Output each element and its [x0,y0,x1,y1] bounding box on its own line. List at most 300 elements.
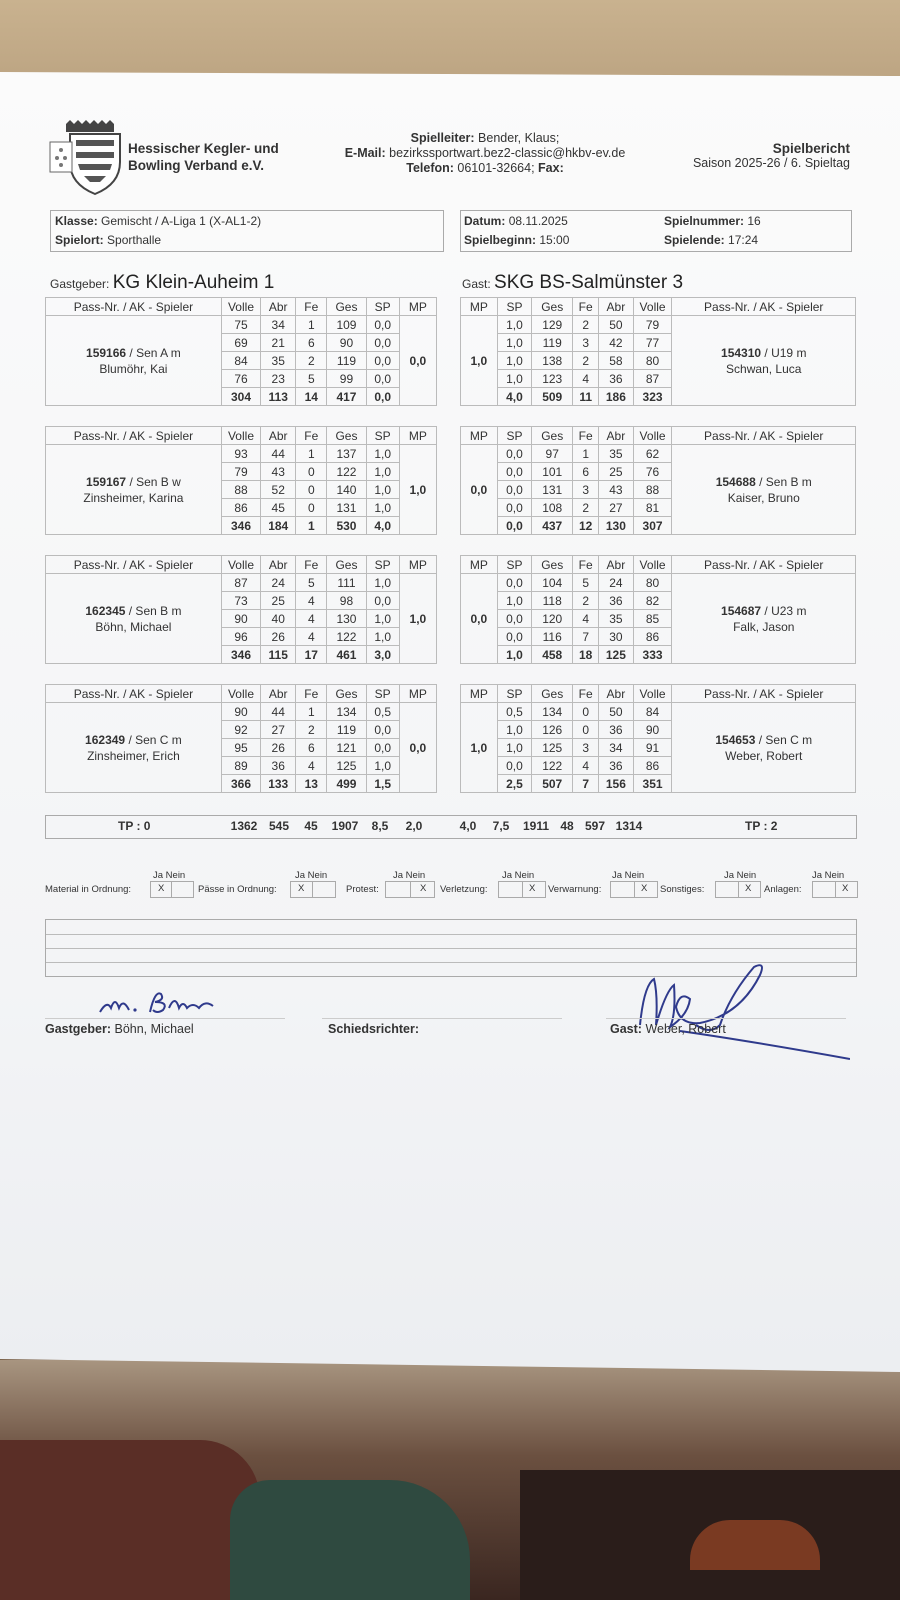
score-ges: 120 [532,610,573,628]
score-abr: 27 [599,499,634,517]
header-fe: Fe [573,427,599,445]
score-volle: 90 [221,703,260,721]
home-player-table [45,426,437,535]
pass-number: 162349 [85,732,126,747]
home-signature [95,982,235,1022]
score-sp: 0,0 [366,721,399,739]
pass-number: 154310 [721,345,762,360]
checkbox-protest[interactable] [385,881,435,898]
score-fe: 0 [573,703,599,721]
score-sp: 1,0 [497,721,532,739]
check-mark: X [529,883,536,894]
score-fe: 0 [296,463,327,481]
score-fe: 3 [573,739,599,757]
header-abr: Abr [261,427,296,445]
age-class: / U19 m [764,345,807,360]
score-fe: 4 [573,370,599,388]
away-total-fe: 48 [560,819,574,833]
score-fe: 4 [573,757,599,775]
score-abr: 27 [261,721,296,739]
header-player: Pass-Nr. / AK - Spieler [672,685,856,703]
age-class: / Sen A m [129,345,181,360]
checkbox-passes[interactable] [290,881,336,898]
player-name: Kaiser, Bruno [727,490,800,505]
check-label-material: Material in Ordnung: [45,884,132,895]
score-sp: 0,0 [497,610,532,628]
checkbox-verwarnung[interactable] [610,881,658,898]
score-abr: 35 [599,610,634,628]
total-ges: 499 [327,775,366,793]
match-points: 1,0 [461,703,498,793]
score-abr: 40 [261,610,296,628]
header-player: Pass-Nr. / AK - Spieler [46,556,222,574]
player-name: Zinsheimer, Erich [87,748,180,763]
header-player: Pass-Nr. / AK - Spieler [672,427,856,445]
score-ges: 109 [327,316,366,334]
away-sign-role: Gast: [610,1022,642,1036]
score-sp: 1,0 [497,592,532,610]
player-name: Zinsheimer, Karina [83,490,184,505]
score-ges: 118 [532,592,573,610]
score-ges: 131 [532,481,573,499]
score-fe: 0 [296,499,327,517]
player-name: Böhn, Michael [95,619,172,634]
score-sp: 0,0 [366,316,399,334]
check-label-passes: Pässe in Ordnung: [198,884,277,895]
header-volle: Volle [633,427,672,445]
total-abr: 133 [261,775,296,793]
total-sp: 3,0 [366,646,399,664]
score-volle: 69 [221,334,260,352]
header-fe: Fe [296,556,327,574]
checkbox-anlagen[interactable] [812,881,858,898]
player-name: Falk, Jason [733,619,795,634]
score-fe: 1 [296,316,327,334]
score-fe: 4 [573,610,599,628]
match-info-left [50,210,444,252]
player-id [46,345,221,361]
away-signature-label [610,1022,726,1036]
score-volle: 79 [221,463,260,481]
away-total-abr: 597 [584,819,606,833]
pass-number: 154687 [721,603,762,618]
score-sp: 0,0 [497,757,532,775]
checkbox-sonstiges[interactable] [715,881,761,898]
player-cell [46,445,222,535]
score-sp: 0,0 [497,445,532,463]
home-player-table [45,684,437,793]
header-mp: MP [399,427,436,445]
score-fe: 4 [296,628,327,646]
away-total-mp: 4,0 [459,819,477,833]
score-sp: 0,0 [497,574,532,592]
score-fe: 0 [573,721,599,739]
home-signature-label [45,1022,194,1036]
score-volle: 86 [221,499,260,517]
header-abr: Abr [261,298,296,316]
score-abr: 23 [261,370,296,388]
check-label-verwarnung: Verwarnung: [548,884,602,895]
score-abr: 35 [261,352,296,370]
header-mp: MP [461,685,498,703]
score-abr: 25 [599,463,634,481]
header-abr: Abr [599,685,634,703]
header-volle: Volle [221,556,260,574]
score-sp: 0,0 [497,463,532,481]
background-object [230,1480,470,1600]
player-id [46,603,221,619]
header-fe: Fe [573,685,599,703]
check-label-protest: Protest: [346,884,379,895]
header-mp: MP [461,556,498,574]
total-volle: 333 [633,646,672,664]
player-cell [672,703,856,793]
score-abr: 45 [261,499,296,517]
player-name: Blumöhr, Kai [99,361,168,376]
match-points: 0,0 [399,703,436,793]
header-ges: Ges [532,685,573,703]
check-mark: X [842,883,849,894]
score-abr: 44 [261,703,296,721]
score-volle: 85 [633,610,672,628]
home-team [50,272,274,294]
score-sp: 1,0 [497,352,532,370]
home-total-sp: 8,5 [371,819,389,833]
header-ges: Ges [532,556,573,574]
score-ges: 90 [327,334,366,352]
score-sp: 1,0 [497,334,532,352]
score-fe: 2 [573,592,599,610]
score-fe: 5 [296,370,327,388]
score-ges: 122 [327,628,366,646]
totals-row [45,815,857,839]
header-sp: SP [366,685,399,703]
header-sp: SP [366,298,399,316]
total-fe: 13 [296,775,327,793]
header-player: Pass-Nr. / AK - Spieler [46,427,222,445]
total-ges: 509 [532,388,573,406]
player-id [46,732,221,748]
header-volle: Volle [221,427,260,445]
header-ges: Ges [532,427,573,445]
score-abr: 35 [599,445,634,463]
beginn-value: 15:00 [539,233,570,247]
score-sp: 0,0 [366,592,399,610]
score-ges: 119 [532,334,573,352]
player-cell [46,316,222,406]
score-sp: 1,0 [497,316,532,334]
phone-value: 06101-32664; [457,161,535,175]
header-sp: SP [366,556,399,574]
score-abr: 34 [261,316,296,334]
organization-line1: Hessischer Kegler- und [128,141,279,156]
leader-label: Spielleiter: [410,131,475,145]
total-sp: 0,0 [497,517,532,535]
header-sp: SP [497,298,532,316]
ende-label: Spielende: [664,233,725,247]
home-player-table [45,297,437,406]
beginn-label: Spielbeginn: [464,233,536,247]
home-total-volle: 1362 [230,819,258,833]
score-ges: 129 [532,316,573,334]
away-sign-name: Weber, Robert [645,1022,726,1036]
score-ges: 104 [532,574,573,592]
home-total-mp: 2,0 [405,819,423,833]
total-fe: 17 [296,646,327,664]
score-ges: 98 [327,592,366,610]
total-volle: 366 [221,775,260,793]
score-sp: 0,0 [497,499,532,517]
score-sp: 1,0 [497,370,532,388]
score-volle: 92 [221,721,260,739]
total-fe: 11 [573,388,599,406]
home-total-fe: 45 [304,819,318,833]
total-fe: 14 [296,388,327,406]
checkbox-verletzung[interactable] [498,881,546,898]
player-cell [672,574,856,664]
phone-label: Telefon: [406,161,454,175]
score-volle: 84 [633,703,672,721]
referee-signature-label [328,1022,419,1036]
total-abr: 115 [261,646,296,664]
spielort-value: Sporthalle [107,233,162,247]
score-abr: 24 [599,574,634,592]
score-sp: 1,0 [366,628,399,646]
total-ges: 417 [327,388,366,406]
total-ges: 458 [532,646,573,664]
score-ges: 131 [327,499,366,517]
header-fe: Fe [296,427,327,445]
score-abr: 50 [599,703,634,721]
score-ges: 122 [532,757,573,775]
score-volle: 75 [221,316,260,334]
score-abr: 42 [599,334,634,352]
player-id [672,474,855,490]
score-ges: 123 [532,370,573,388]
signature-line [322,1018,562,1019]
score-fe: 6 [296,334,327,352]
header-volle: Volle [633,685,672,703]
score-abr: 43 [599,481,634,499]
score-sp: 0,0 [366,334,399,352]
score-volle: 76 [221,370,260,388]
score-abr: 58 [599,352,634,370]
background-object [690,1520,820,1570]
score-volle: 84 [221,352,260,370]
score-volle: 88 [633,481,672,499]
total-sp: 1,5 [366,775,399,793]
score-volle: 91 [633,739,672,757]
ja-nein-header: Ja Nein [295,870,328,881]
season: Saison 2025-26 / 6. Spieltag [692,156,850,170]
away-signature [610,955,850,1065]
total-volle: 346 [221,646,260,664]
age-class: / Sen C m [128,732,182,747]
score-fe: 5 [573,574,599,592]
away-player-table [460,555,856,664]
contact-info [320,131,650,176]
score-fe: 2 [573,352,599,370]
total-volle: 351 [633,775,672,793]
score-sp: 1,0 [366,610,399,628]
signature-line [45,1018,285,1019]
total-fe: 1 [296,517,327,535]
score-ges: 126 [532,721,573,739]
match-points: 0,0 [399,316,436,406]
header-player: Pass-Nr. / AK - Spieler [46,685,222,703]
leader-name: Bender, Klaus; [478,131,560,145]
score-volle: 87 [221,574,260,592]
ja-nein-header: Ja Nein [153,870,186,881]
check-label-verletzung: Verletzung: [440,884,488,895]
score-fe: 3 [573,481,599,499]
ja-nein-header: Ja Nein [612,870,645,881]
header-volle: Volle [633,556,672,574]
signature-line [606,1018,846,1019]
klasse-value: Gemischt / A-Liga 1 (X-AL1-2) [101,214,262,228]
score-sp: 0,0 [497,481,532,499]
klasse-label: Klasse: [55,214,98,228]
score-ges: 116 [532,628,573,646]
score-fe: 0 [296,481,327,499]
ja-nein-header: Ja Nein [724,870,757,881]
match-points: 1,0 [399,445,436,535]
score-abr: 36 [599,592,634,610]
header-fe: Fe [573,556,599,574]
score-sp: 1,0 [366,499,399,517]
age-class: / Sen B w [129,474,181,489]
coat-of-arms-logo [48,118,128,198]
score-abr: 21 [261,334,296,352]
check-mark: X [158,883,165,894]
away-total-volle: 1314 [615,819,643,833]
score-sp: 0,0 [366,739,399,757]
match-points: 1,0 [399,574,436,664]
score-fe: 3 [573,334,599,352]
score-volle: 89 [221,757,260,775]
home-total-ges: 1907 [331,819,359,833]
score-sp: 0,0 [366,352,399,370]
checkbox-material[interactable] [150,881,194,898]
header-abr: Abr [261,685,296,703]
pass-number: 159166 [86,345,127,360]
score-volle: 90 [221,610,260,628]
header-volle: Volle [633,298,672,316]
spielort-label: Spielort: [55,233,104,247]
total-ges: 530 [327,517,366,535]
total-ges: 507 [532,775,573,793]
total-sp: 4,0 [497,388,532,406]
score-ges: 101 [532,463,573,481]
home-team-name: KG Klein-Auheim 1 [112,272,275,293]
total-abr: 186 [599,388,634,406]
header-volle: Volle [221,298,260,316]
check-label-sonstiges: Sonstiges: [660,884,705,895]
away-total-sp: 7,5 [492,819,510,833]
header-fe: Fe [573,298,599,316]
age-class: / Sen B m [759,474,812,489]
player-name: Schwan, Luca [726,361,802,376]
total-sp: 0,0 [366,388,399,406]
email-value: bezirkssportwart.bez2-classic@hkbv-ev.de [389,146,626,160]
header-ges: Ges [327,556,366,574]
total-volle: 304 [221,388,260,406]
player-id [672,732,855,748]
score-sp: 0,5 [497,703,532,721]
pass-number: 159167 [86,474,127,489]
total-ges: 461 [327,646,366,664]
score-volle: 77 [633,334,672,352]
score-ges: 122 [327,463,366,481]
score-abr: 36 [599,370,634,388]
home-tp: TP : 0 [118,819,151,833]
check-mark: X [745,883,752,894]
age-class: / U23 m [764,603,807,618]
score-volle: 76 [633,463,672,481]
total-ges: 437 [532,517,573,535]
score-volle: 87 [633,370,672,388]
score-ges: 119 [327,352,366,370]
score-abr: 26 [261,739,296,757]
score-ges: 111 [327,574,366,592]
score-abr: 52 [261,481,296,499]
away-total-ges: 1911 [522,819,550,833]
referee-sign-role: Schiedsrichter: [328,1022,420,1036]
score-volle: 81 [633,499,672,517]
score-sp: 1,0 [366,445,399,463]
nummer-value: 16 [747,214,761,228]
home-sign-name: Böhn, Michael [114,1022,194,1036]
score-ges: 137 [327,445,366,463]
header-sp: SP [497,556,532,574]
score-sp: 1,0 [366,481,399,499]
total-fe: 12 [573,517,599,535]
score-abr: 36 [261,757,296,775]
ja-nein-header: Ja Nein [393,870,426,881]
organization-name [128,140,279,174]
report-title: Spielbericht [772,141,850,156]
pass-number: 162345 [85,603,126,618]
nummer-label: Spielnummer: [664,214,745,228]
email-label: E-Mail: [344,146,386,160]
score-ges: 134 [327,703,366,721]
score-abr: 43 [261,463,296,481]
score-ges: 119 [327,721,366,739]
total-fe: 7 [573,775,599,793]
away-player-table [460,297,856,406]
header-abr: Abr [599,556,634,574]
score-ges: 140 [327,481,366,499]
header-volle: Volle [221,685,260,703]
fax-label: Fax: [538,161,564,175]
score-volle: 82 [633,592,672,610]
score-sp: 0,5 [366,703,399,721]
score-ges: 130 [327,610,366,628]
score-fe: 7 [573,628,599,646]
score-volle: 96 [221,628,260,646]
pass-number: 154653 [715,732,756,747]
total-abr: 125 [599,646,634,664]
score-abr: 30 [599,628,634,646]
player-cell [672,316,856,406]
score-fe: 1 [296,703,327,721]
score-sp: 0,0 [497,628,532,646]
score-abr: 34 [599,739,634,757]
score-fe: 5 [296,574,327,592]
player-id [46,474,221,490]
score-fe: 4 [296,757,327,775]
score-volle: 88 [221,481,260,499]
